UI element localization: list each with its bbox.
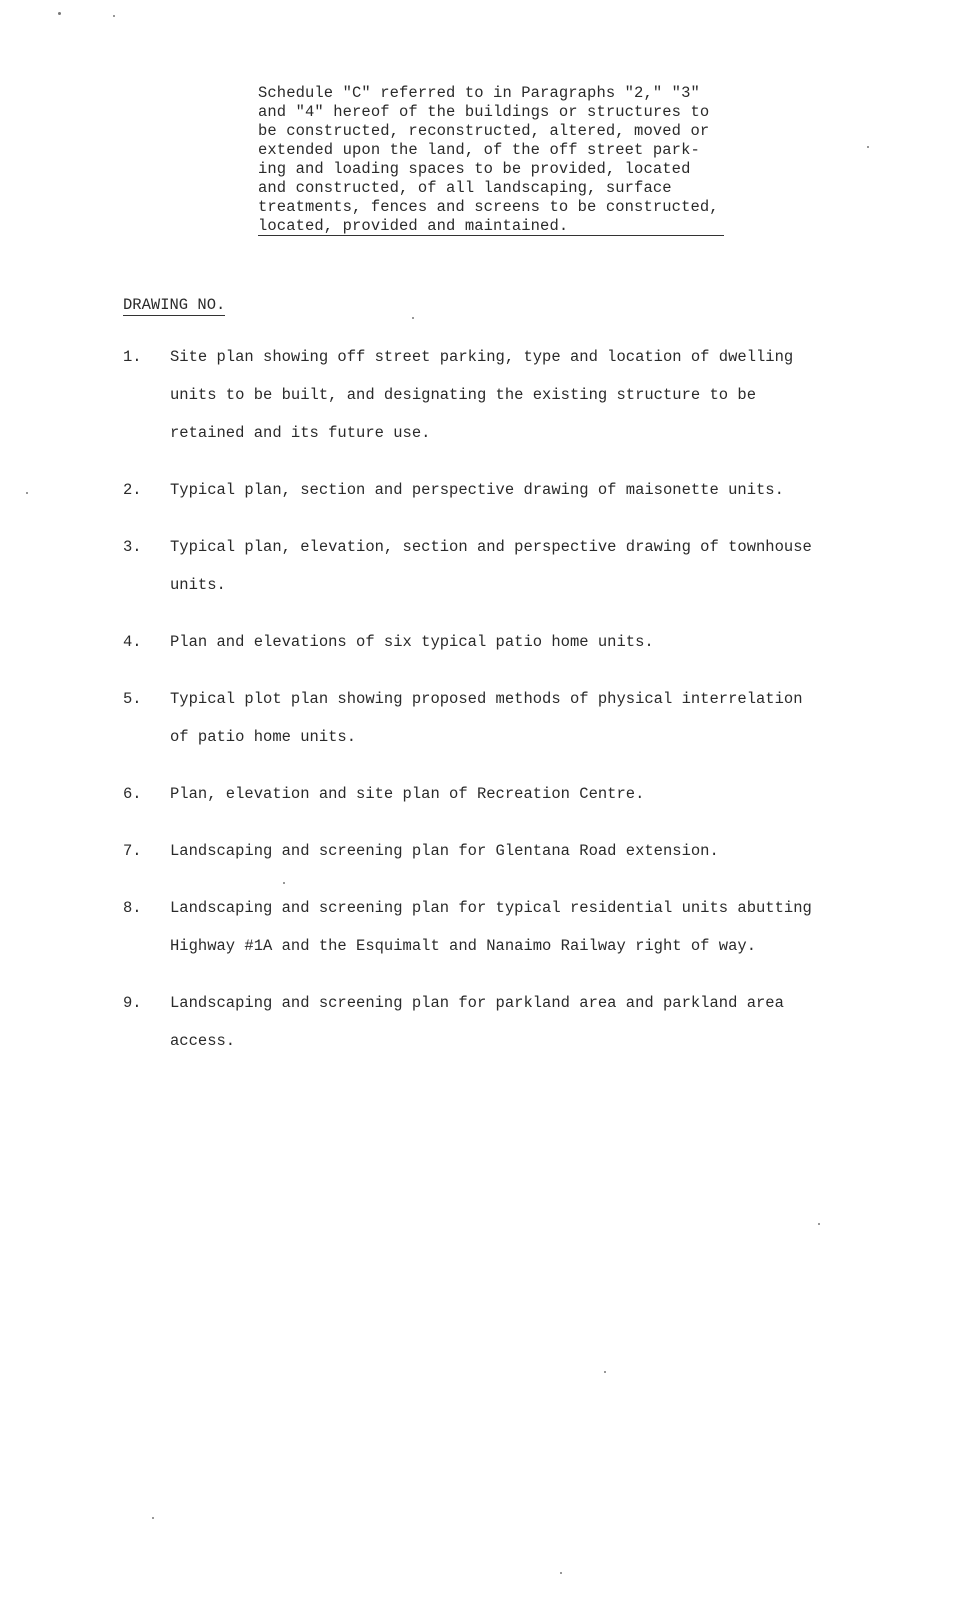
item-number: 2. <box>123 481 142 499</box>
schedule-line-underlined: located, provided and maintained. <box>258 217 724 236</box>
drawing-item <box>123 471 863 509</box>
item-line: Typical plan, elevation, section and perspective drawing of townhouse <box>170 538 812 556</box>
schedule-line: treatments, fences and screens to be constructed, <box>258 198 719 216</box>
scan-speck <box>560 1572 562 1574</box>
scan-speck <box>283 882 285 884</box>
schedule-line: extended upon the land, of the off street park- <box>258 141 700 159</box>
item-text <box>170 832 850 870</box>
schedule-heading <box>258 84 738 236</box>
scan-speck <box>867 146 869 148</box>
item-line: Typical plan, section and perspective drawing of maisonette units. <box>170 481 784 499</box>
scan-speck <box>58 12 61 15</box>
item-line: access. <box>170 1032 236 1050</box>
item-line: Highway #1A and the Esquimalt and Nanaimo Railway right of way. <box>170 937 756 955</box>
drawing-number-label: DRAWING NO. <box>123 296 226 314</box>
item-line: Site plan showing off street parking, type and location of dwelling <box>170 348 794 366</box>
item-text <box>170 984 850 1060</box>
item-number: 6. <box>123 785 142 803</box>
drawing-item <box>123 623 863 661</box>
item-line: Landscaping and screening plan for typical residential units abutting <box>170 899 812 917</box>
item-text <box>170 889 850 965</box>
scan-speck <box>113 15 115 17</box>
item-number: 4. <box>123 633 142 651</box>
item-number: 5. <box>123 690 142 708</box>
drawing-item <box>123 338 863 452</box>
drawing-item <box>123 680 863 756</box>
scan-speck <box>604 1371 606 1373</box>
drawing-item <box>123 832 863 870</box>
item-text <box>170 471 850 509</box>
drawing-item <box>123 528 863 604</box>
scan-speck <box>412 317 414 319</box>
drawing-item <box>123 889 863 965</box>
item-number: 8. <box>123 899 142 917</box>
item-line: Landscaping and screening plan for Glentana Road extension. <box>170 842 719 860</box>
scan-speck <box>818 1223 820 1225</box>
scan-speck <box>152 1517 154 1519</box>
item-text <box>170 338 850 452</box>
item-line: Plan, elevation and site plan of Recreation Centre. <box>170 785 645 803</box>
item-text <box>170 528 850 604</box>
schedule-line: be constructed, reconstructed, altered, moved or <box>258 122 710 140</box>
item-line: units. <box>170 576 226 594</box>
item-line: of patio home units. <box>170 728 357 746</box>
drawing-item <box>123 984 863 1060</box>
schedule-line: ing and loading spaces to be provided, located <box>258 160 691 178</box>
drawing-list <box>123 338 863 1060</box>
item-text <box>170 623 850 661</box>
item-text <box>170 680 850 756</box>
schedule-line: Schedule "C" referred to in Paragraphs "2," "3" <box>258 84 700 102</box>
drawing-item <box>123 775 863 813</box>
item-text <box>170 775 850 813</box>
item-number: 1. <box>123 348 142 366</box>
schedule-line: and "4" hereof of the buildings or structures to <box>258 103 710 121</box>
item-line: Landscaping and screening plan for parkland area and parkland area <box>170 994 784 1012</box>
item-line: Plan and elevations of six typical patio home units. <box>170 633 654 651</box>
item-line: units to be built, and designating the existing structure to be <box>170 386 756 404</box>
item-line: retained and its future use. <box>170 424 431 442</box>
item-number: 7. <box>123 842 142 860</box>
scan-speck <box>26 492 28 494</box>
item-line: Typical plot plan showing proposed methods of physical interrelation <box>170 690 803 708</box>
schedule-line: and constructed, of all landscaping, surface <box>258 179 672 197</box>
item-number: 9. <box>123 994 142 1012</box>
item-number: 3. <box>123 538 142 556</box>
